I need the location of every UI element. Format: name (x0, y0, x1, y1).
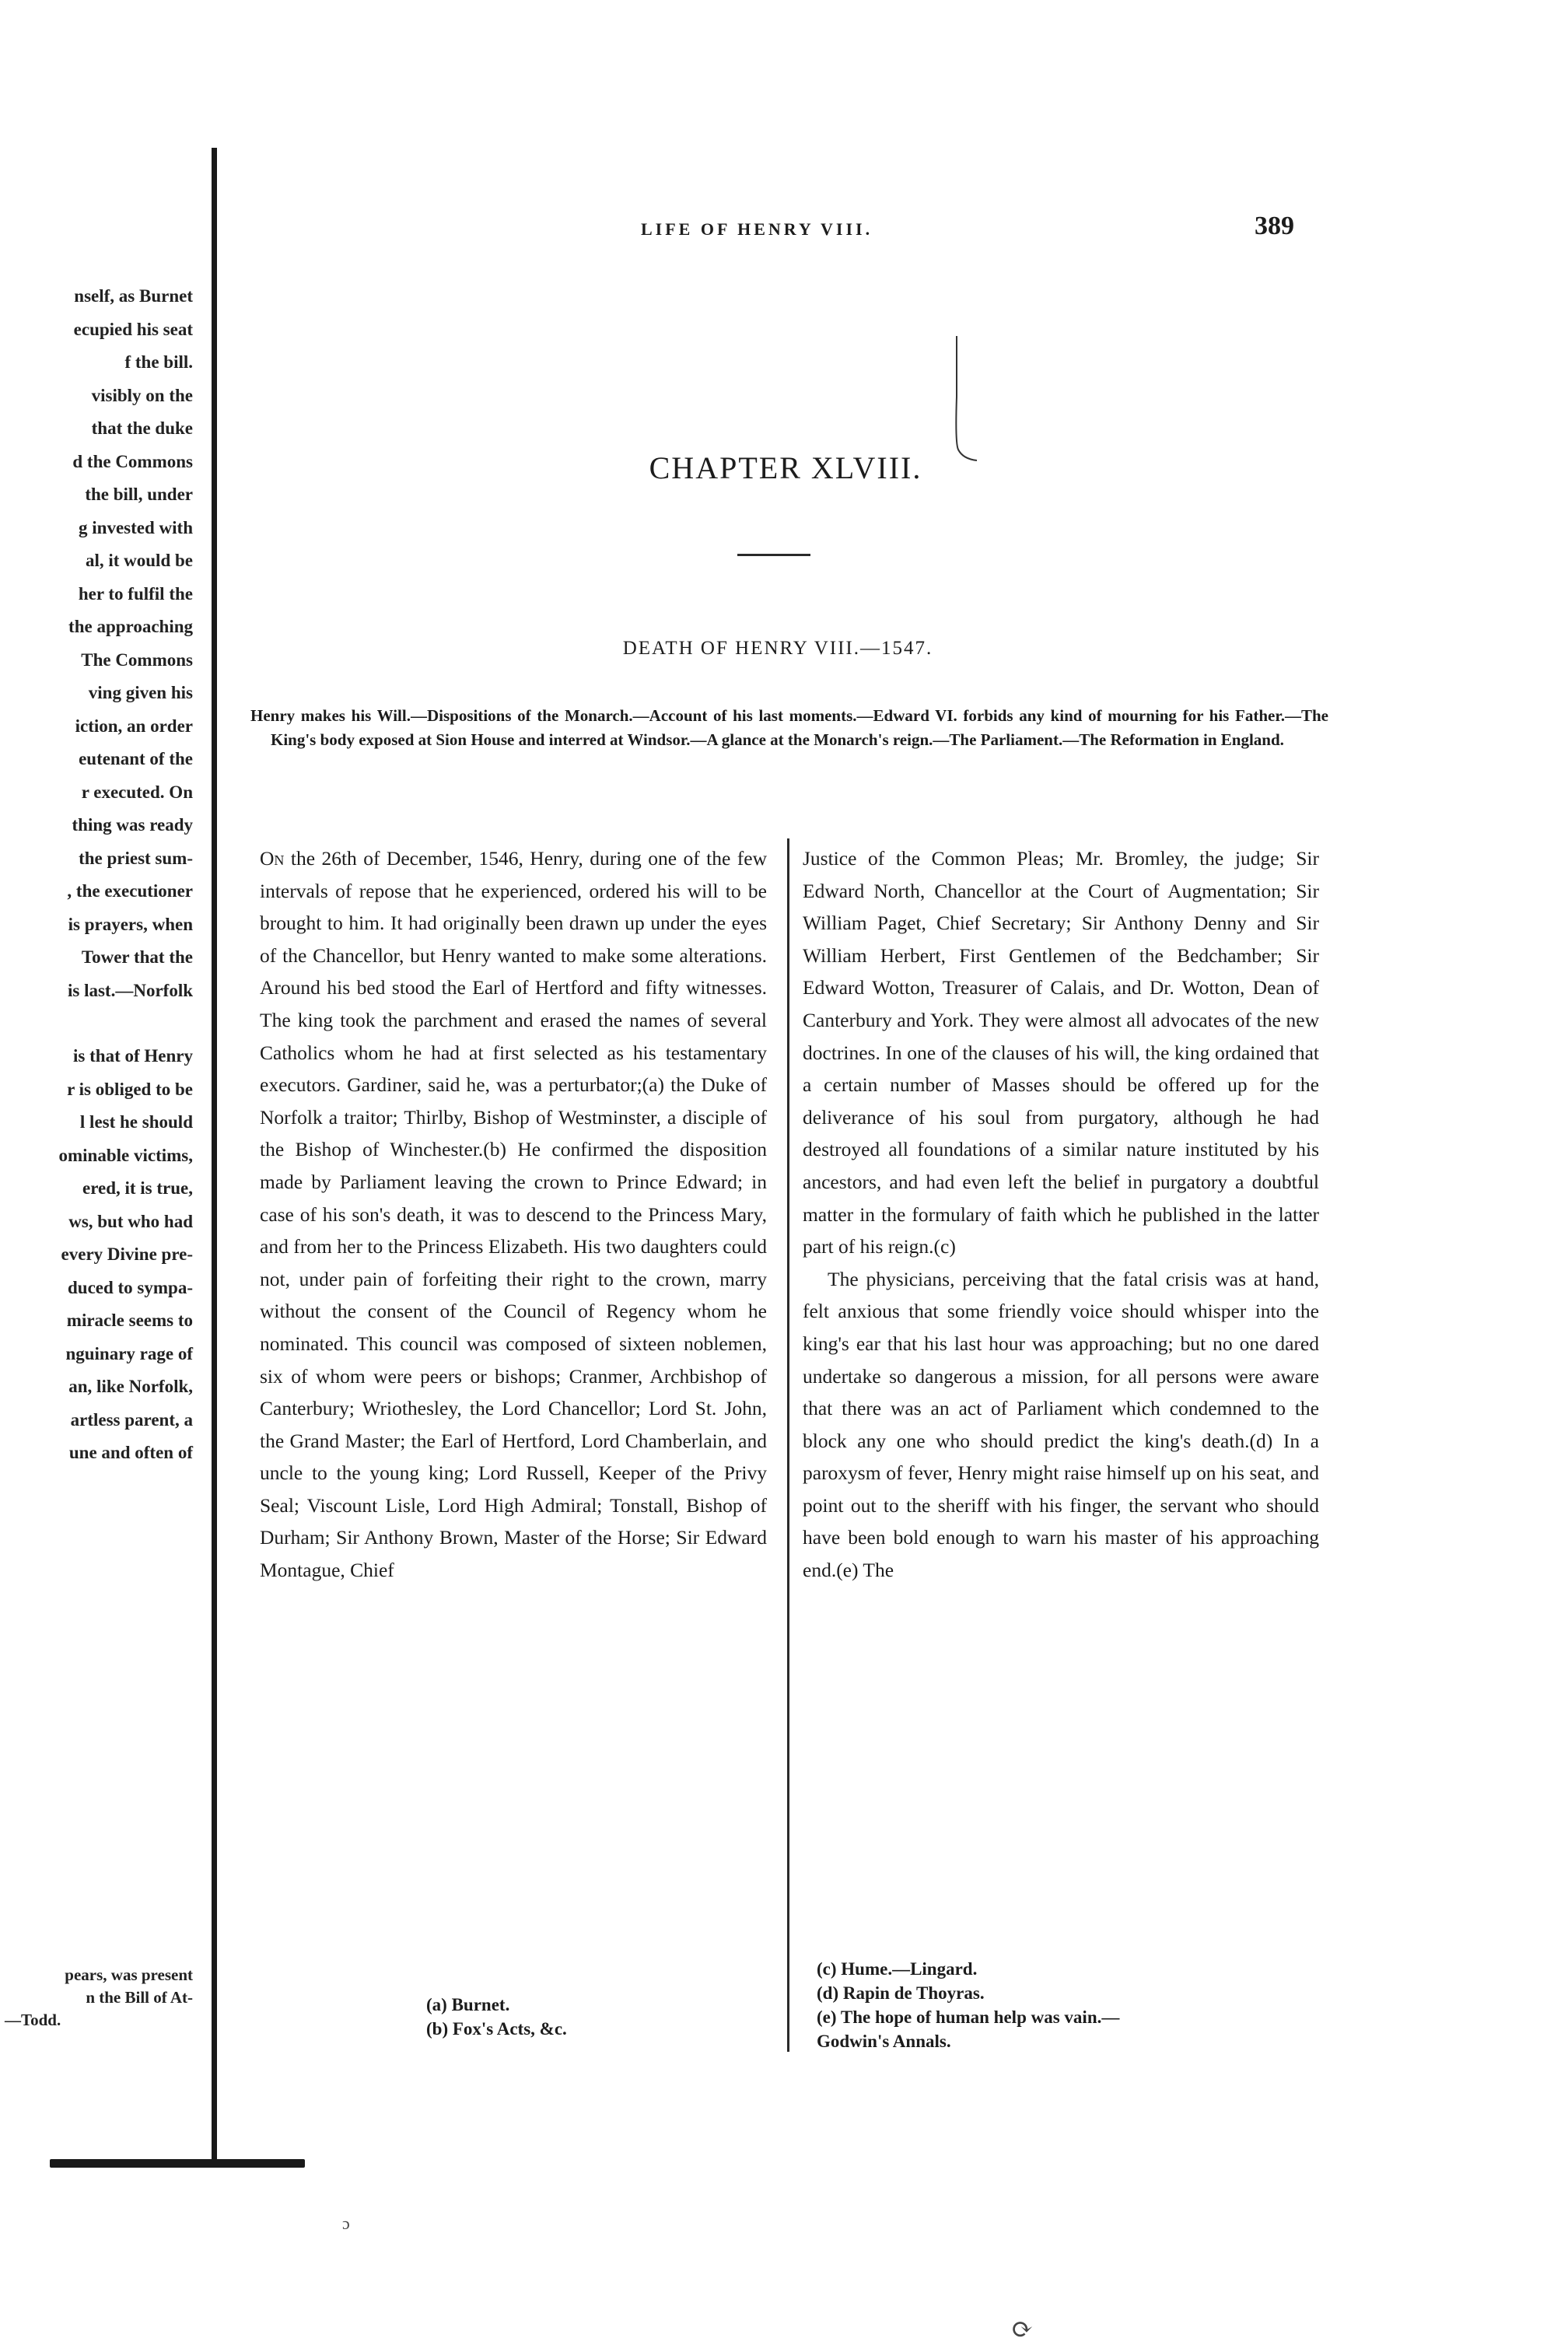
fragment-line: , the executioner (67, 881, 193, 901)
fragment-line: thing was ready (72, 815, 193, 835)
fragment-line: her to fulfil the (78, 583, 193, 604)
fragment-line: miracle seems to (66, 1311, 193, 1330)
gutter-rule (212, 148, 217, 2165)
body-paragraph: Justice of the Common Pleas; Mr. Bromley, the judge; Sir Edward North, Chancellor at the Court of Augmentation; Sir William Paget, Chief Secretary; Sir Anthony Denny and Sir William Herbert, First Gentlemen of the Bedchamber; Sir Edward Wotton, Treasurer of Calais, and Dr. Wotton, Dean of Canterbury and York. They were almost all advocates of the new doctrines. In one of the clauses of his will, the king ordained that a certain number of Masses should be offered up for the deliverance of his soul from purgatory, although he had destroyed all foundations of a similar nature instituted by his ancestors, and had even left the belief in purgatory a doubtful matter in the formulary of faith which he published in the latter part of his reign.(c) (803, 847, 1319, 1258)
footnote: (d) Rapin de Thoyras. (817, 1983, 985, 2003)
footnote: (e) The hope of human help was vain.— (817, 2007, 1120, 2027)
fragment-line: nguinary rage of (65, 1343, 193, 1363)
fragment-line: al, it would be (85, 551, 193, 570)
fragment-note-line: —Todd. (5, 2011, 61, 2029)
fragment-line: iction, an order (75, 716, 193, 736)
footnote: (b) Fox's Acts, &c. (426, 2019, 567, 2039)
fragment-line: every Divine pre- (61, 1244, 193, 1264)
page-number: 389 (1255, 212, 1294, 240)
footnote: (c) Hume.—Lingard. (817, 1959, 978, 1979)
fragment-line: artless parent, a (70, 1409, 193, 1430)
left-page-fragment (0, 280, 193, 1470)
chapter-synopsis: Henry makes his Will.—Dispositions of the Monarch.—Account of his last moments.—Edward VI. forbids any kind of mourning for his Father.—The King's body exposed at Sion House and interred at Windsor.—A glance at the Monarch's reign.—The Parliament.—The Reformation in England. (250, 706, 1328, 749)
fragment-line: l lest he should (79, 1112, 193, 1132)
scan-speck: ⟳ (1011, 2315, 1034, 2344)
fragment-line: the priest sum- (79, 848, 193, 868)
body-column-left (260, 842, 767, 1587)
fragment-line: is that of Henry (73, 1046, 193, 1066)
fragment-line: eutenant of the (79, 749, 193, 768)
left-page-fragment-notes (0, 1964, 193, 2032)
fragment-line: an, like Norfolk, (68, 1377, 193, 1396)
fragment-line: visibly on the (91, 385, 193, 405)
footnote: Godwin's Annals. (817, 2032, 951, 2051)
fragment-line: une and often of (68, 1443, 193, 1462)
fragment-line: the approaching (68, 617, 193, 636)
column-divider (787, 838, 789, 2052)
footnote: (a) Burnet. (426, 1995, 510, 2014)
fragment-note-line: pears, was present (65, 1965, 193, 1984)
body-paragraph: The physicians, perceiving that the fatal crisis was at hand, felt anxious that some friendly voice should whisper into the king's ear that his last hour was approaching; but no one dared undertake so dangerous a mission, for all persons were aware that there was an act of Parliament which condemned to the block any one who should predict the king's death.(d) In a paroxysm of fever, Henry might raise himself up on his seat, and point out to the sheriff with his finger, the servant who should have been bold enough to warn his master of his approaching end.(e) The (803, 1267, 1319, 1582)
chapter-title: CHAPTER XLVIII. (649, 450, 922, 485)
title-rule (737, 554, 810, 556)
footnotes-right (817, 1957, 1330, 2053)
fragment-line: d the Commons (72, 451, 193, 471)
fragment-line: is last.—Norfolk (68, 980, 193, 1000)
fragment-gap (0, 1007, 193, 1040)
footnotes-left (426, 1993, 722, 2041)
fragment-line: Tower that the (81, 947, 193, 967)
running-head: LIFE OF HENRY VIII. (641, 219, 873, 239)
fragment-line: ominable victims, (58, 1145, 193, 1165)
gutter-bottom-rule (50, 2159, 305, 2168)
fragment-line: r executed. On (81, 782, 193, 802)
body-text-left: the 26th of December, 1546, Henry, during one of the few intervals of repose that he experienced, ordered his will to be brought to him. It had originally been drawn up under the eyes of the Chancellor, but Henry wanted to make some alterations. Around his bed stood the Earl of Hertford and fifty witnesses. The king took the parchment and erased the names of several Catholics whom he had at first selected as his testamentary executors. Gardiner, said he, was a perturbator;(a) the Duke of Norfolk a traitor; Thirlby, Bishop of Westminster, a disciple of the Bishop of Winchester.(b) He confirmed the disposition made by Parliament leaving the crown to Prince Edward; in case of his son's death, it was to descend to the Princess Mary, and from her to the Princess Elizabeth. His two daughters could not, under pain of forfeiting their right to the crown, marry without the consent of the Council of Regency whom he nominated. This council was composed of sixteen noblemen, six of whom were peers or bishops; Cranmer, Archbishop of Canterbury; Wriothesley, the Lord Chancellor; Lord St. John, the Grand Master; the Earl of Hertford, Lord Chamberlain, and uncle to the young king; Lord Russell, Keeper of the Privy Seal; Viscount Lisle, Lord High Admiral; Tonstall, Bishop of Durham; Sir Anthony Brown, Master of the Horse; Sir Edward Montague, Chief (260, 847, 767, 1582)
fragment-note-line: n the Bill of At- (86, 1988, 193, 2007)
fragment-line: nself, as Burnet (74, 286, 193, 306)
drop-word: On (260, 847, 285, 870)
body-column-right (803, 842, 1319, 1587)
scan-speck: ɔ (342, 2214, 350, 2233)
fragment-line: the bill, under (85, 485, 193, 504)
fragment-line: ws, but who had (68, 1211, 193, 1231)
fragment-line: that the duke (91, 418, 193, 438)
fragment-line: ving given his (88, 683, 193, 702)
fragment-line: is prayers, when (68, 914, 193, 934)
fragment-line: The Commons (81, 649, 193, 670)
fragment-line: duced to sympa- (67, 1277, 193, 1297)
fragment-line: g invested with (79, 517, 193, 537)
fragment-line: r is obliged to be (67, 1079, 193, 1099)
pencil-mark (941, 334, 978, 463)
fragment-line: f the bill. (124, 352, 193, 372)
chapter-subtitle: DEATH OF HENRY VIII.—1547. (622, 638, 933, 659)
fragment-line: ered, it is true, (82, 1178, 193, 1198)
fragment-line: ecupied his seat (73, 319, 193, 339)
